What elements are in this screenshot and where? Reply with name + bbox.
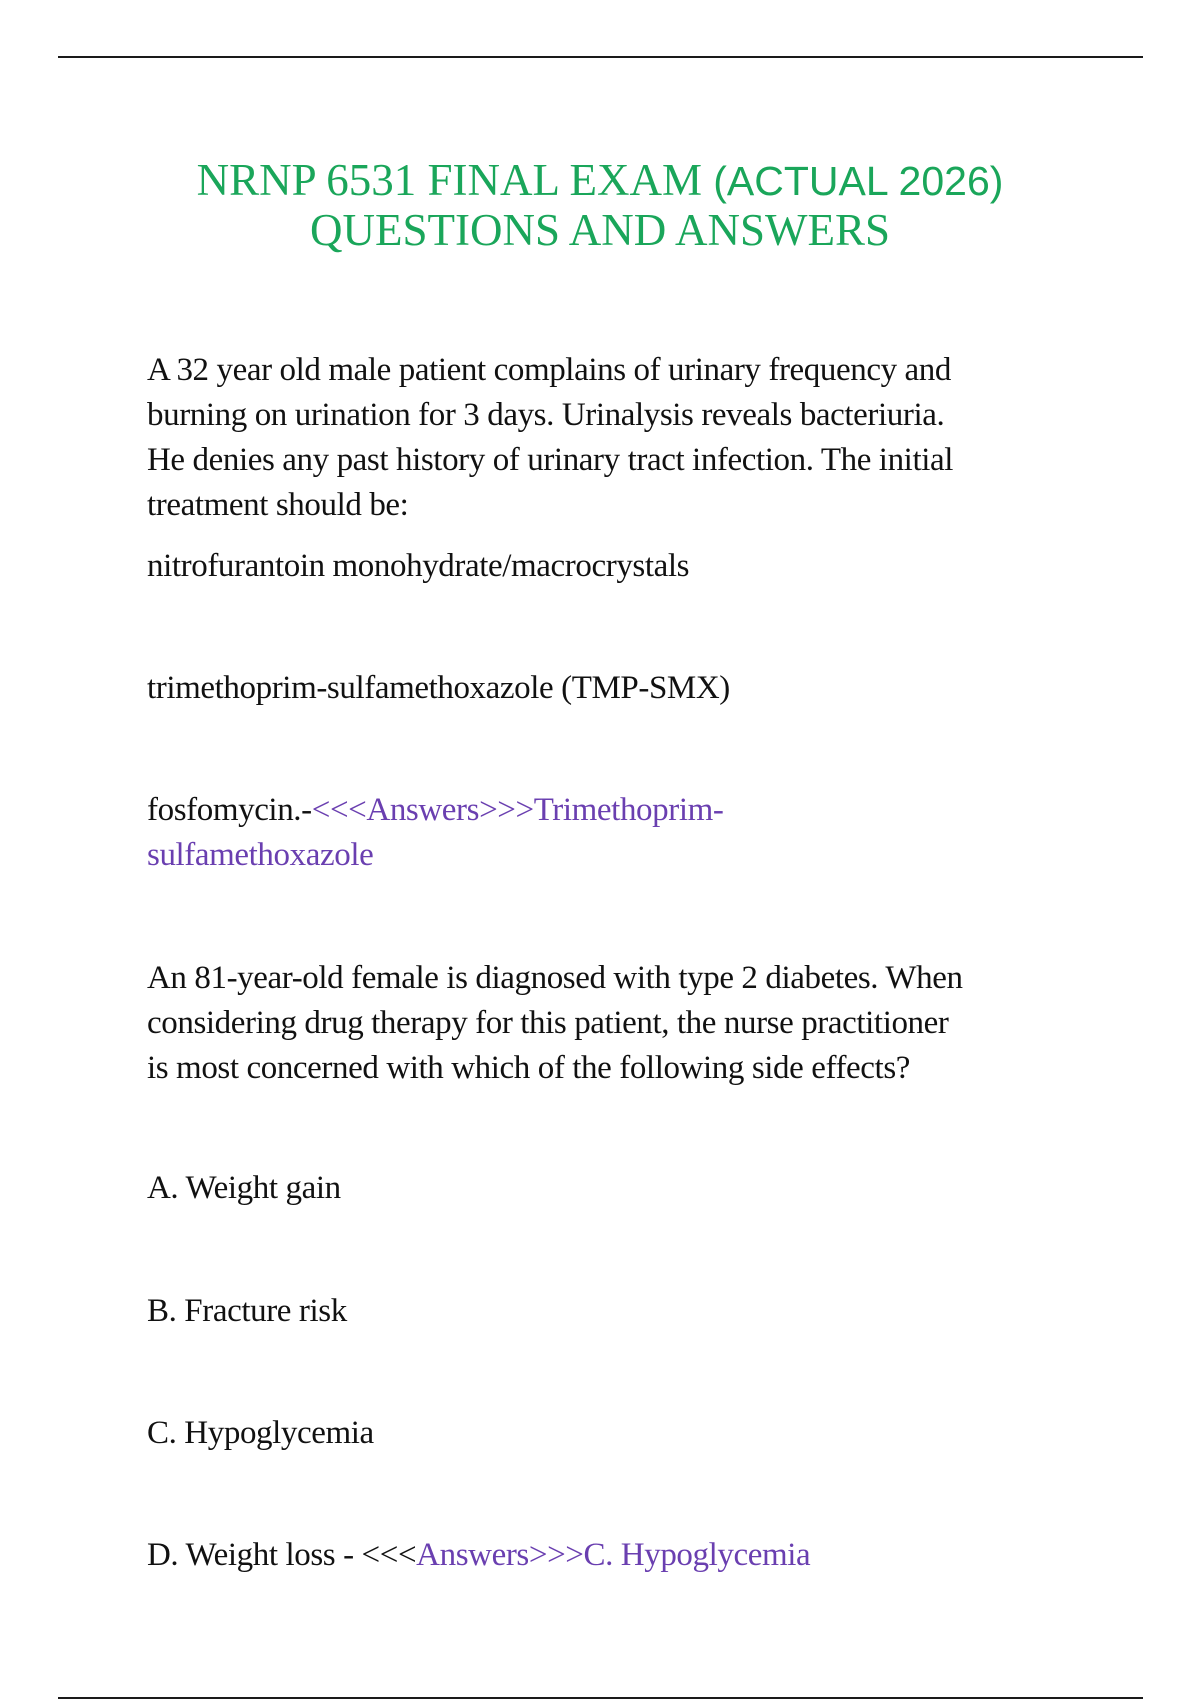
question-2-stem bbox=[147, 956, 1047, 1091]
question-1-option-text: nitrofurantoin monohydrate/macrocrystals bbox=[147, 548, 690, 584]
title-line-1-serif: NRNP 6531 FINAL EXAM bbox=[196, 155, 714, 205]
question-1-stem-line: He denies any past history of urinary tract infection. The initial bbox=[147, 442, 953, 478]
question-2-stem-line: is most concerned with which of the following side effects? bbox=[147, 1050, 911, 1086]
top-rule bbox=[58, 56, 1143, 58]
question-1-stem-line: burning on urination for 3 days. Urinalysis reveals bacteriuria. bbox=[147, 397, 945, 433]
bottom-rule bbox=[58, 1697, 1143, 1699]
question-2-option-text: C. Hypoglycemia bbox=[147, 1415, 374, 1451]
question-1-option-text: trimethoprim-sulfamethoxazole (TMP-SMX) bbox=[147, 670, 730, 706]
title-line-1 bbox=[100, 156, 1100, 206]
question-2-option-text: D. Weight loss - bbox=[147, 1537, 362, 1573]
question-1-stem-line: A 32 year old male patient complains of urinary frequency and bbox=[147, 352, 951, 388]
question-2-option-text: B. Fracture risk bbox=[147, 1293, 347, 1329]
question-1-option-text: fosfomycin.- bbox=[147, 792, 312, 828]
question-1-answer-continued: sulfamethoxazole bbox=[147, 837, 374, 873]
title-line-2: QUESTIONS AND ANSWERS bbox=[309, 205, 891, 255]
question-1-option-2 bbox=[147, 666, 1047, 711]
question-1-stem-line: treatment should be: bbox=[147, 487, 409, 523]
question-2-stem-line: considering drug therapy for this patient, the nurse practitioner bbox=[147, 1005, 949, 1041]
question-2-option-d-line bbox=[147, 1533, 1047, 1578]
title-line-1-sans: (ACTUAL 2026) bbox=[713, 158, 1004, 204]
question-2-option-c bbox=[147, 1411, 1047, 1456]
question-2-stem-line: An 81-year-old female is diagnosed with type 2 diabetes. When bbox=[147, 960, 963, 996]
question-1-option-1 bbox=[147, 544, 1047, 589]
question-2-option-b bbox=[147, 1289, 1047, 1334]
question-1-answer: <<<Answers>>>Trimethoprim- bbox=[311, 792, 724, 828]
question-1-option-3 bbox=[147, 788, 1047, 878]
question-1-stem bbox=[147, 348, 1047, 528]
question-1-option-3-line bbox=[147, 788, 1047, 833]
question-2-option-d bbox=[147, 1533, 1047, 1578]
question-2-answer-prefix: <<< bbox=[361, 1537, 417, 1573]
question-2-option-a bbox=[147, 1166, 1047, 1211]
document-title bbox=[100, 156, 1100, 255]
question-2-option-text: A. Weight gain bbox=[147, 1170, 341, 1206]
question-2-answer: Answers>>>C. Hypoglycemia bbox=[416, 1537, 811, 1573]
